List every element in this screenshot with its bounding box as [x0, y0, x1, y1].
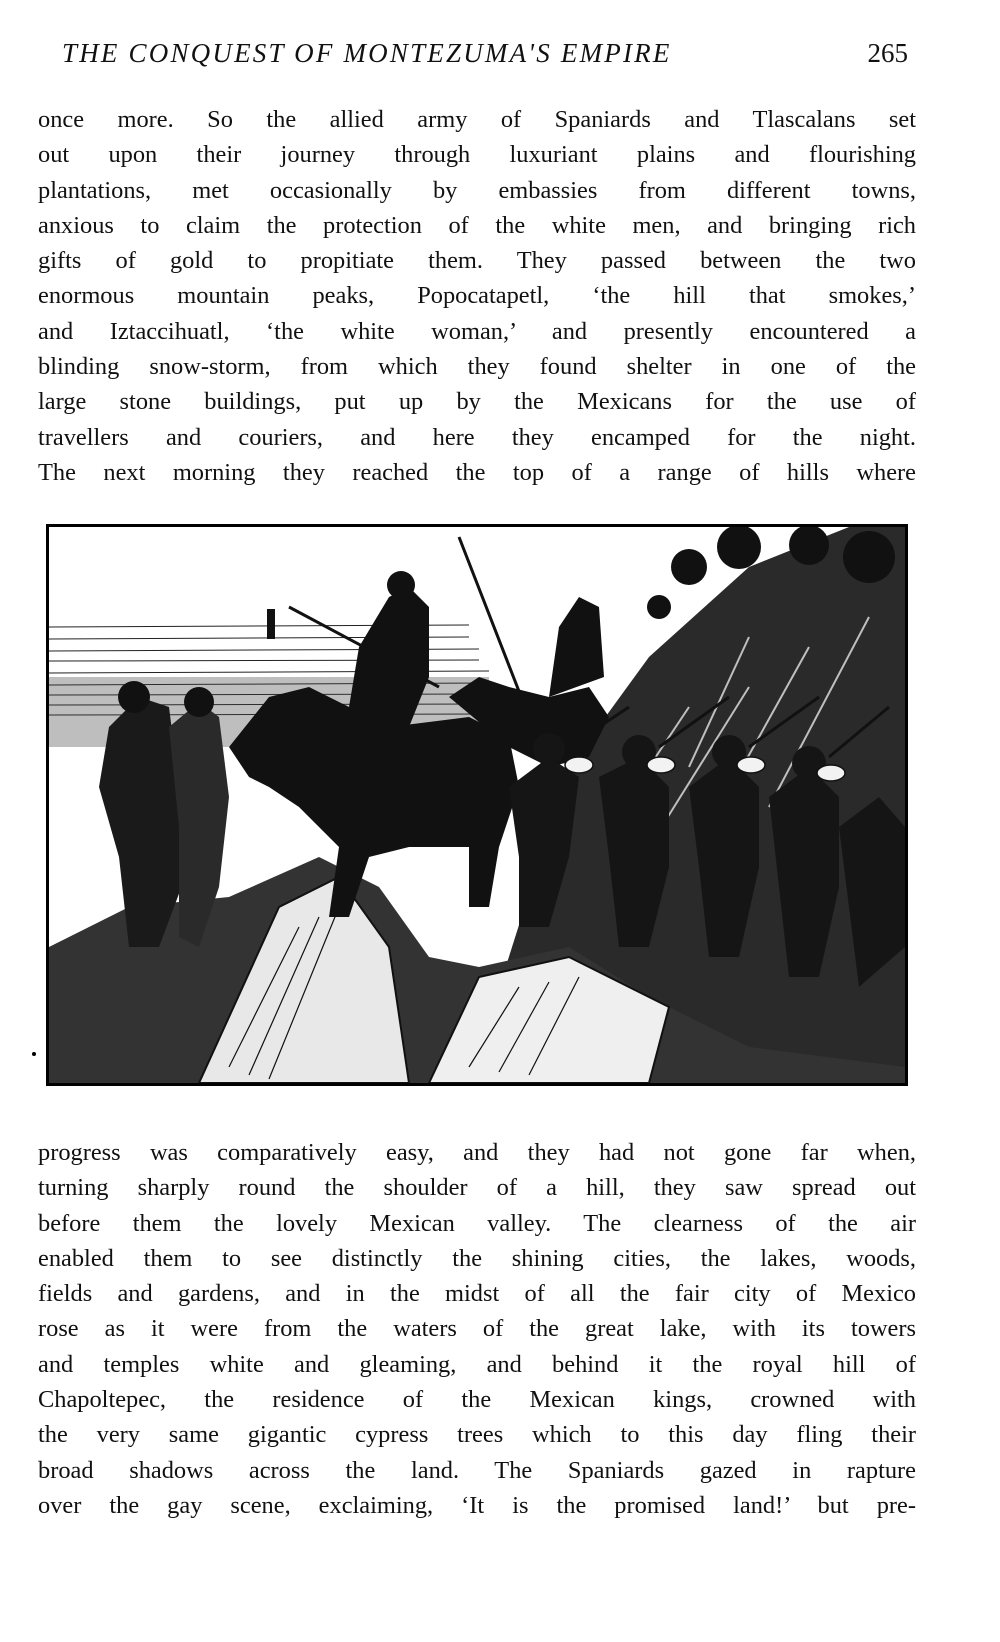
text-line: broad shadows across the land. The Spaniards gazed in rapture: [38, 1456, 916, 1484]
text-line: and temples white and gleaming, and behind it the royal hill of: [38, 1350, 916, 1378]
text-line: rose as it were from the waters of the great lake, with its towers: [38, 1315, 916, 1343]
text-line: once more. So the allied army of Spaniards and Tlascalans set: [38, 106, 916, 133]
engraving-image: [49, 527, 905, 1083]
text-line: fields and gardens, and in the midst of all the fair city of Mexico: [38, 1280, 916, 1308]
paragraph-top: [38, 102, 916, 490]
text-line: enormous mountain peaks, Popocatapetl, ‘the hill that smokes,’: [38, 282, 916, 310]
text-line: blinding snow-storm, from which they found shelter in one of the: [38, 353, 916, 381]
paragraph-bottom: [38, 1135, 916, 1523]
text-line: plantations, met occasionally by embassies from different towns,: [38, 176, 916, 204]
text-line: progress was comparatively easy, and they had not gone far when,: [38, 1139, 916, 1166]
text-line: the very same gigantic cypress trees which to this day fling their: [38, 1421, 916, 1449]
text-line: over the gay scene, exclaiming, ‘It is the promised land!’ but pre-: [38, 1491, 916, 1519]
printing-speck: [32, 1052, 36, 1056]
text-line: before them the lovely Mexican valley. The clearness of the air: [38, 1209, 916, 1237]
text-line: enabled them to see distinctly the shining cities, the lakes, woods,: [38, 1244, 916, 1272]
text-line: and Iztaccihuatl, ‘the white woman,’ and presently encountered a: [38, 317, 916, 345]
text-line: out upon their journey through luxuriant plains and flourishing: [38, 141, 916, 169]
illustration-engraving: [46, 524, 908, 1086]
text-line: anxious to claim the protection of the white men, and bringing rich: [38, 211, 916, 239]
text-line: The next morning they reached the top of a range of hills where: [38, 458, 916, 486]
text-line: large stone buildings, put up by the Mexicans for the use of: [38, 388, 916, 416]
text-line: Chapoltepec, the residence of the Mexican kings, crowned with: [38, 1386, 916, 1414]
page-number: 265: [867, 38, 908, 68]
text-line: turning sharply round the shoulder of a hill, they saw spread out: [38, 1174, 916, 1202]
text-line: travellers and couriers, and here they encamped for the night.: [38, 423, 916, 451]
running-header: [62, 38, 908, 78]
text-line: gifts of gold to propitiate them. They passed between the two: [38, 247, 916, 275]
running-title: THE CONQUEST OF MONTEZUMA'S EMPIRE: [62, 38, 672, 68]
